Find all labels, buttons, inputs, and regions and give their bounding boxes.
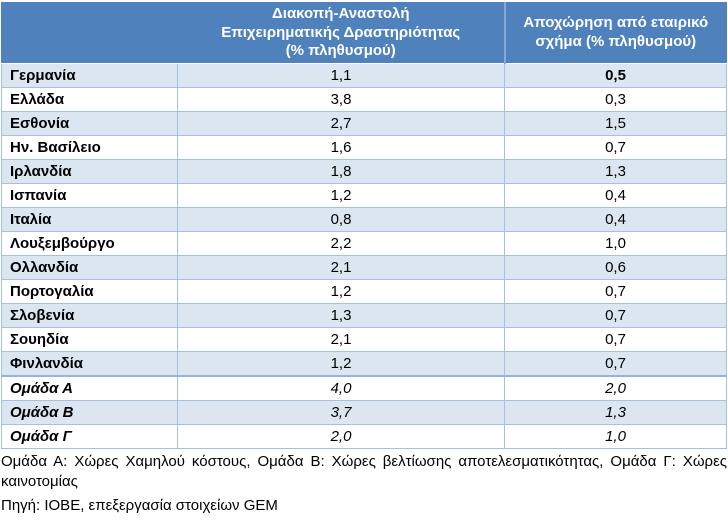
interruption-value-cell: 1,3 <box>178 303 505 327</box>
exit-value-cell: 0,7 <box>505 351 727 376</box>
country-cell: Ολλανδία <box>2 255 178 279</box>
interruption-value-cell: 0,8 <box>178 207 505 231</box>
group-row <box>2 400 727 424</box>
exit-value-cell: 0,6 <box>505 255 727 279</box>
table-row <box>2 63 727 87</box>
table-body <box>2 63 727 448</box>
table-row <box>2 303 727 327</box>
exit-value-cell: 0,7 <box>505 303 727 327</box>
exit-value-cell: 0,3 <box>505 87 727 111</box>
table-row <box>2 327 727 351</box>
interruption-value-cell: 1,2 <box>178 183 505 207</box>
header-cell-2 <box>505 3 727 64</box>
group-definitions-note: Ομάδα Α: Χώρες Χαμηλού κόστους, Ομάδα Β: Χώρες βελτίωσης αποτελεσματικότητας, Ομάδα Γ: Χώρες καινοτομίας <box>1 452 727 490</box>
exit-value-cell: 2,0 <box>505 376 727 401</box>
interruption-value-cell: 2,1 <box>178 255 505 279</box>
country-cell: Εσθονία <box>2 111 178 135</box>
header-line: Διακοπή-Αναστολή <box>272 5 410 22</box>
country-cell: Σουηδία <box>2 327 178 351</box>
footnotes <box>1 452 727 516</box>
interruption-value-cell: 1,2 <box>178 279 505 303</box>
table-row <box>2 111 727 135</box>
exit-value-cell: 1,0 <box>505 231 727 255</box>
country-cell: Ελλάδα <box>2 87 178 111</box>
header-line: σχήμα (% πληθυσμού) <box>535 32 697 50</box>
table-row <box>2 159 727 183</box>
interruption-value-cell: 1,6 <box>178 135 505 159</box>
header-cell-1 <box>178 3 505 64</box>
country-cell: Λουξεμβούργο <box>2 231 178 255</box>
interruption-value-cell: 1,8 <box>178 159 505 183</box>
table-row <box>2 351 727 376</box>
interruption-value-cell: 1,1 <box>178 63 505 87</box>
interruption-value-cell: 2,7 <box>178 111 505 135</box>
data-table <box>1 2 727 449</box>
table-row <box>2 255 727 279</box>
country-cell: Ιρλανδία <box>2 159 178 183</box>
table-row <box>2 87 727 111</box>
interruption-value-cell: 1,2 <box>178 351 505 376</box>
header-row <box>2 3 727 64</box>
country-cell: Γερμανία <box>2 63 178 87</box>
exit-value-cell: 0,5 <box>505 63 727 87</box>
exit-value-cell: 0,4 <box>505 183 727 207</box>
country-cell: Σλοβενία <box>2 303 178 327</box>
exit-value-cell: 0,7 <box>505 327 727 351</box>
exit-value-cell: 0,4 <box>505 207 727 231</box>
header-line: Επιχειρηματικής Δραστηριότητας <box>221 23 461 41</box>
country-cell: Ιταλία <box>2 207 178 231</box>
group-label-cell: Ομάδα Β <box>2 400 178 424</box>
country-cell: Φινλανδία <box>2 351 178 376</box>
table-row <box>2 231 727 255</box>
table-row <box>2 207 727 231</box>
country-cell: Ην. Βασίλειο <box>2 135 178 159</box>
interruption-value-cell: 4,0 <box>178 376 505 401</box>
exit-value-cell: 0,7 <box>505 135 727 159</box>
source-note: Πηγή: ΙΟΒΕ, επεξεργασία στοιχείων GEM <box>1 496 278 514</box>
table-row <box>2 183 727 207</box>
interruption-value-cell: 2,0 <box>178 424 505 448</box>
exit-value-cell: 1,3 <box>505 159 727 183</box>
interruption-value-cell: 2,2 <box>178 231 505 255</box>
group-row <box>2 424 727 448</box>
group-label-cell: Ομάδα Γ <box>2 424 178 448</box>
table-row <box>2 135 727 159</box>
header-line: Αποχώρηση από εταιρικό <box>523 14 709 32</box>
document-page <box>0 2 728 516</box>
group-label-cell: Ομάδα Α <box>2 376 178 401</box>
table-header <box>2 3 727 64</box>
country-cell: Πορτογαλία <box>2 279 178 303</box>
interruption-value-cell: 3,7 <box>178 400 505 424</box>
exit-value-cell: 0,7 <box>505 279 727 303</box>
exit-value-cell: 1,3 <box>505 400 727 424</box>
table-row <box>2 279 727 303</box>
country-cell: Ισπανία <box>2 183 178 207</box>
interruption-value-cell: 2,1 <box>178 327 505 351</box>
exit-value-cell: 1,0 <box>505 424 727 448</box>
exit-value-cell: 1,5 <box>505 111 727 135</box>
interruption-value-cell: 3,8 <box>178 87 505 111</box>
header-line: (% πληθυσμού) <box>285 42 396 59</box>
group-row <box>2 376 727 401</box>
header-cell-0 <box>2 3 178 64</box>
